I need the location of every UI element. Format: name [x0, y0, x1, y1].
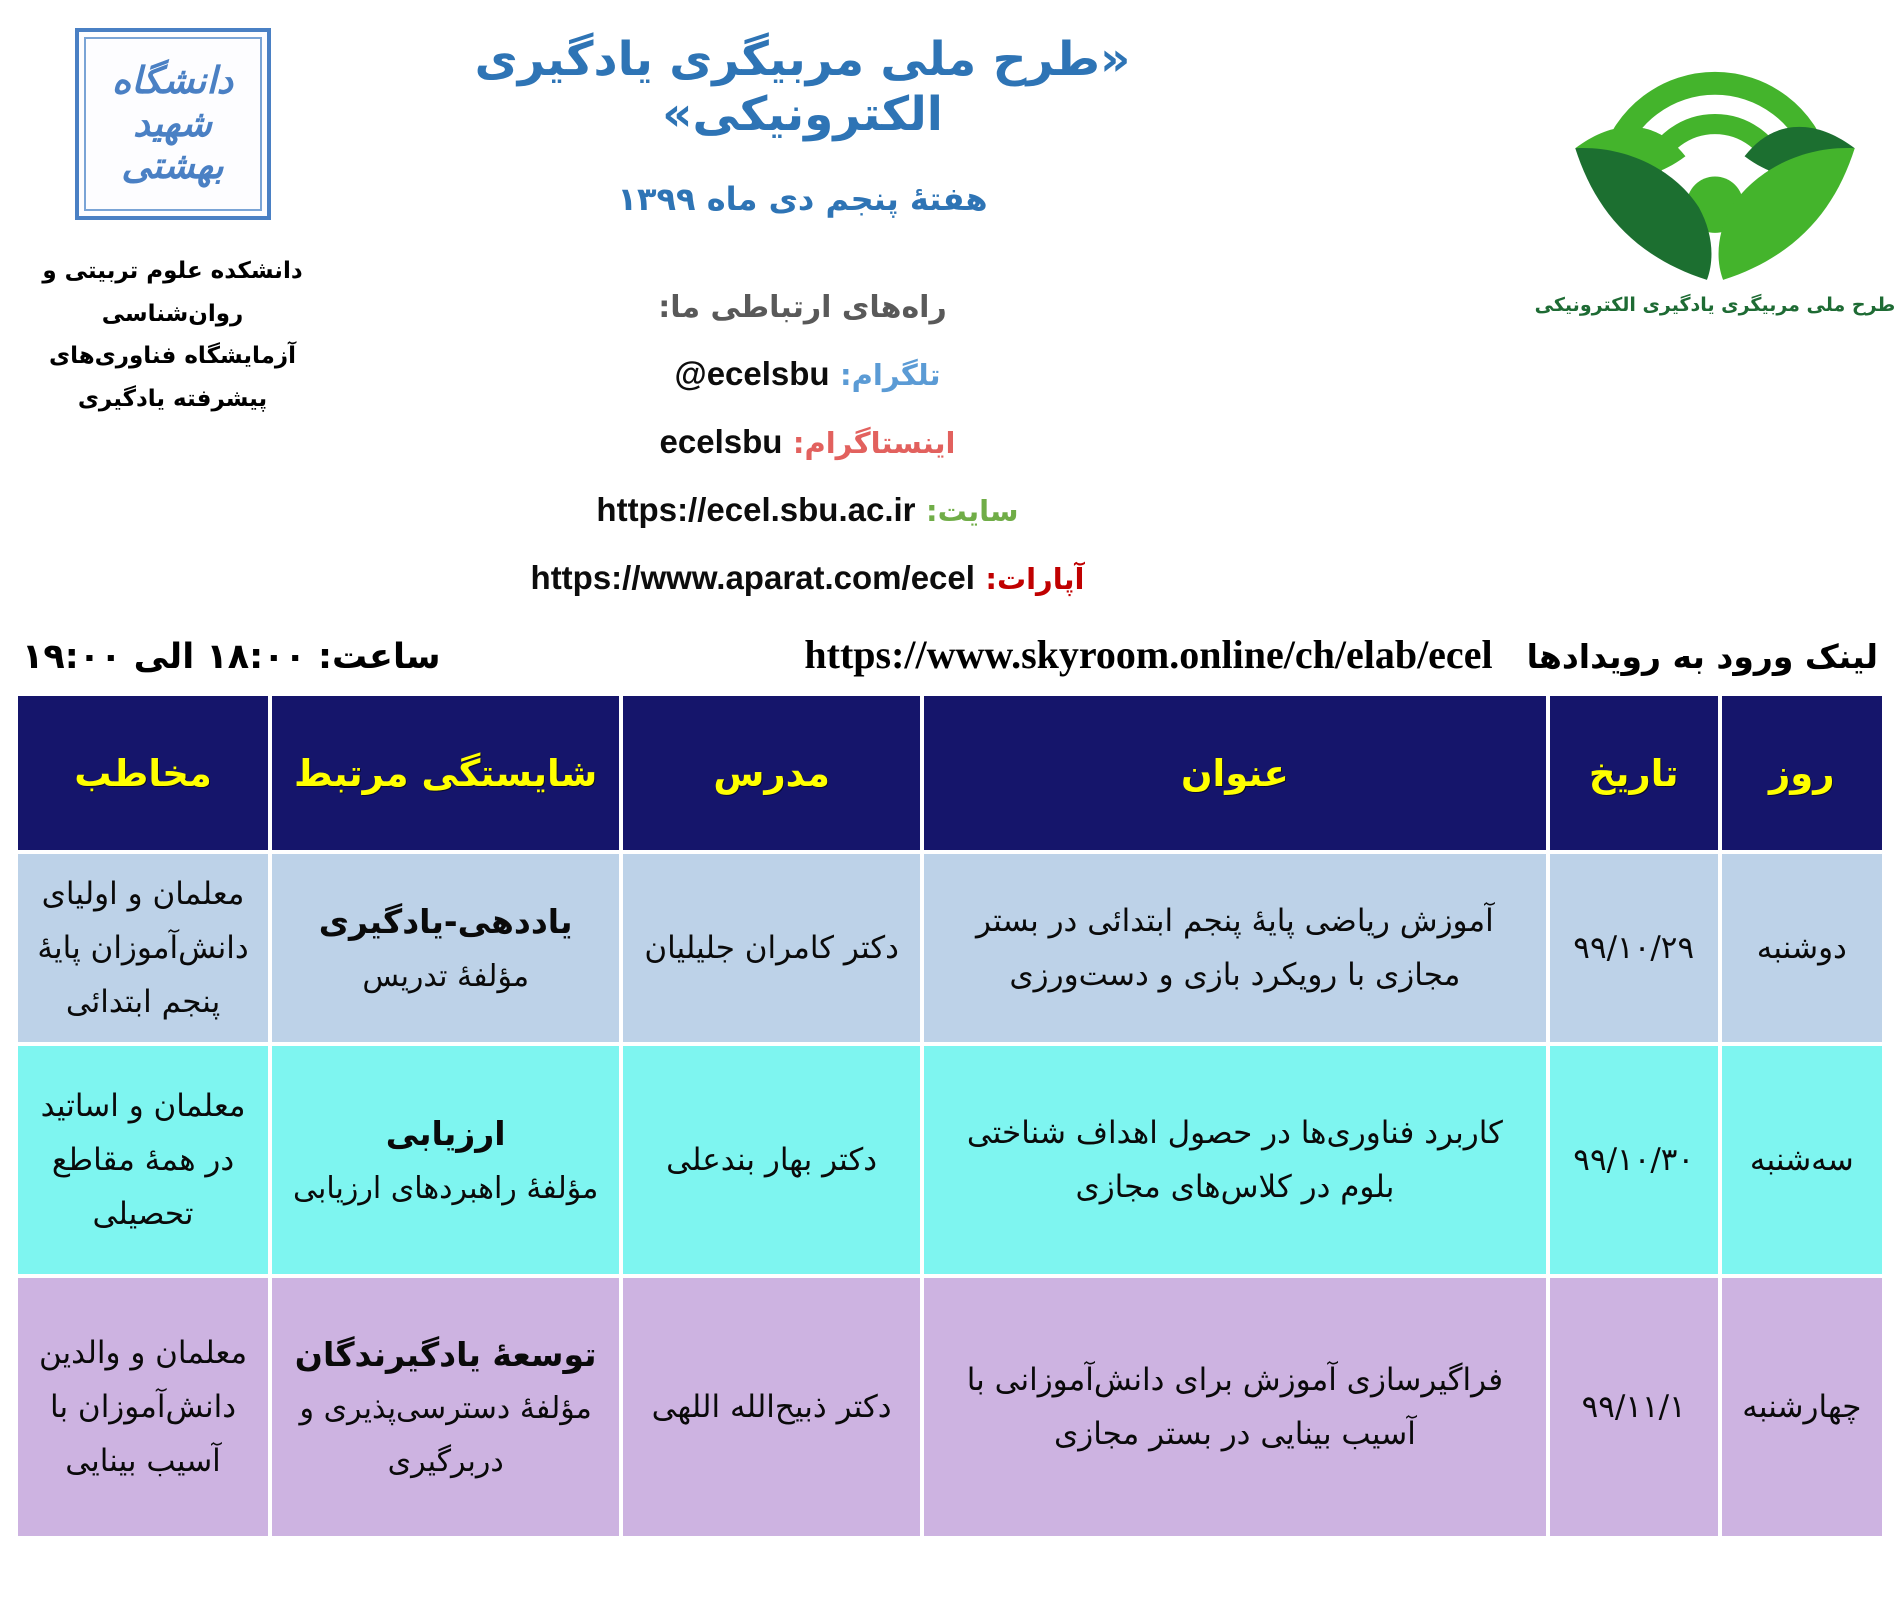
cell-day: چهارشنبه	[1720, 1276, 1884, 1538]
cell-day: دوشنبه	[1720, 852, 1884, 1044]
competency-main: یاددهی-یادگیری	[318, 901, 573, 941]
contact-heading: راه‌های ارتباطی ما:	[658, 290, 947, 325]
cell-audience: معلمان و والدین دانش‌آموزان با آسیب بینایی	[16, 1276, 270, 1538]
cell-competency	[270, 852, 621, 1044]
competency-main: ارزیابی	[385, 1113, 506, 1153]
contact-item-website	[345, 491, 1260, 529]
cell-title: کاربرد فناوری‌ها در حصول اهداف شناختی بلوم در کلاس‌های مجازی	[922, 1044, 1548, 1276]
cell-date: ۹۹/۱۱/۱	[1548, 1276, 1720, 1538]
cell-title: فراگیرسازی آموزش برای دانش‌آموزانی با آسیب بینایی در بستر مجازی	[922, 1276, 1548, 1538]
cell-date: ۹۹/۱۰/۲۹	[1548, 852, 1720, 1044]
cell-date: ۹۹/۱۰/۳۰	[1548, 1044, 1720, 1276]
top-section	[0, 0, 1900, 597]
events-link-url[interactable]: https://www.skyroom.online/ch/elab/ecel	[804, 632, 1493, 677]
competency-sub: مؤلفهٔ راهبردهای ارزیابی	[293, 1170, 599, 1206]
table-header-title: عنوان	[922, 694, 1548, 852]
session-row-3	[16, 1276, 1884, 1538]
instagram-label: اینستاگرام:	[792, 426, 956, 460]
session-time: ساعت: ۱۸:۰۰ الی ۱۹:۰۰	[22, 637, 441, 677]
subtitle: هفتهٔ پنجم دی ماه ۱۳۹۹	[617, 180, 988, 218]
telegram-label: تلگرام:	[840, 358, 941, 392]
instagram-handle[interactable]: ecelsbu	[659, 423, 783, 460]
cell-audience: معلمان و اساتید در همهٔ مقاطع تحصیلی	[16, 1044, 270, 1276]
university-logo	[75, 28, 271, 220]
lab-name: آزمایشگاه فناوری‌های پیشرفته یادگیری	[48, 343, 296, 412]
events-link-group	[804, 631, 1878, 678]
competency-main: توسعهٔ یادگیرندگان	[294, 1334, 597, 1374]
page-title: «طرح ملی مربیگری یادگیری الکترونیکی»	[474, 32, 1131, 142]
session-row-1	[16, 852, 1884, 1044]
table-header-date: تاریخ	[1548, 694, 1720, 852]
program-logo-icon	[1565, 30, 1865, 292]
schedule-table	[14, 692, 1886, 1540]
university-block	[0, 14, 345, 597]
cell-title: آموزش ریاضی پایهٔ پنجم ابتدائی در بستر مجازی با رویکرد بازی و دست‌ورزی	[922, 852, 1548, 1044]
website-label: سایت:	[925, 494, 1019, 528]
logo-word-3: بهشتی	[121, 144, 224, 188]
table-header-day: روز	[1720, 694, 1884, 852]
events-link-label: لینک ورود به رویدادها	[1526, 637, 1878, 676]
cell-instructor: دکتر کامران جلیلیان	[621, 852, 922, 1044]
contact-item-telegram	[345, 355, 1260, 393]
competency-sub: مؤلفهٔ تدریس	[362, 958, 530, 994]
cell-instructor: دکتر بهار بندعلی	[621, 1044, 922, 1276]
contact-item-instagram	[345, 423, 1260, 461]
university-logo-text	[84, 37, 262, 211]
logo-word-2: شهید	[133, 101, 212, 145]
telegram-handle[interactable]: @ecelsbu	[674, 355, 830, 392]
aparat-url[interactable]: https://www.aparat.com/ecel	[530, 559, 975, 596]
program-logo-block	[1530, 14, 1900, 597]
table-header-instructor: مدرس	[621, 694, 922, 852]
faculty-name: دانشکده علوم تربیتی و روان‌شناسی	[42, 258, 303, 327]
table-header-competency: شایستگی مرتبط	[270, 694, 621, 852]
university-captions	[0, 250, 345, 420]
cell-competency	[270, 1044, 621, 1276]
website-url[interactable]: https://ecel.sbu.ac.ir	[596, 491, 916, 528]
contact-item-aparat	[345, 559, 1260, 597]
events-bar	[22, 631, 1878, 678]
competency-sub: مؤلفهٔ دسترسی‌پذیری و دربرگیری	[299, 1391, 592, 1479]
table-header-audience: مخاطب	[16, 694, 270, 852]
session-row-2	[16, 1044, 1884, 1276]
center-block	[345, 14, 1530, 597]
cell-competency	[270, 1276, 621, 1538]
table-header-row	[16, 694, 1884, 852]
program-logo-caption: طرح ملی مربیگری یادگیری الکترونیکی	[1534, 294, 1896, 316]
cell-instructor: دکتر ذبیح‌الله اللهی	[621, 1276, 922, 1538]
logo-word-1: دانشگاه	[111, 59, 234, 103]
aparat-label: آپارات:	[985, 562, 1085, 596]
cell-audience: معلمان و اولیای دانش‌آموزان پایهٔ پنجم ابتدائی	[16, 852, 270, 1044]
cell-day: سه‌شنبه	[1720, 1044, 1884, 1276]
